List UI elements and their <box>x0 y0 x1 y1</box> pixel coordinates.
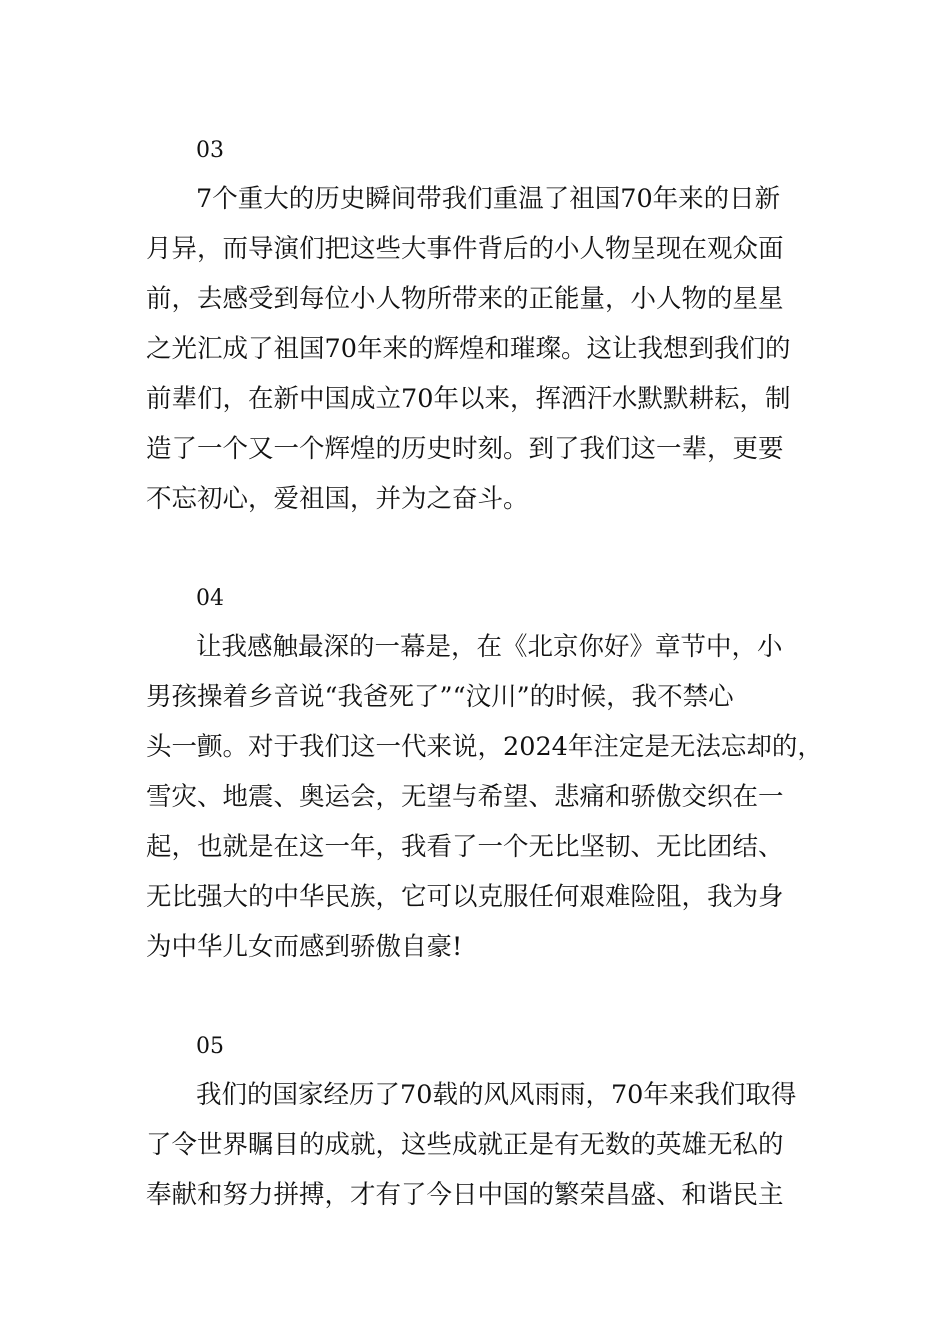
paragraph-line: 让我感触最深的一幕是，在《北京你好》章节中，小 <box>196 632 783 662</box>
paragraph-line: 无比强大的中华民族，它可以克服任何艰难险阻，我为身 <box>146 882 784 912</box>
paragraph-line: 雪灾、地震、奥运会，无望与希望、悲痛和骄傲交织在一 <box>146 782 784 812</box>
paragraph-line: 奉献和努力拼搏，才有了今日中国的繁荣昌盛、和谐民主 <box>146 1180 784 1210</box>
paragraph-line: 前辈们，在新中国成立70年以来，挥洒汗水默默耕耘，制 <box>146 384 791 414</box>
paragraph-line: 不忘初心，爱祖国，并为之奋斗。 <box>146 484 529 514</box>
paragraph-line: 7个重大的历史瞬间带我们重温了祖国70年来的日新 <box>196 184 781 214</box>
paragraph-line: 前，去感受到每位小人物所带来的正能量，小人物的星星 <box>146 284 784 314</box>
section-number: 03 <box>196 138 224 163</box>
paragraph-line: 起，也就是在这一年，我看了一个无比坚韧、无比团结、 <box>146 832 784 862</box>
paragraph-line: 头一颤。对于我们这一代来说，2024年注定是无法忘却的， <box>146 732 823 762</box>
paragraph-line: 了令世界瞩目的成就，这些成就正是有无数的英雄无私的 <box>146 1130 784 1160</box>
paragraph-line: 我们的国家经历了70载的风风雨雨，70年来我们取得 <box>196 1080 797 1110</box>
paragraph-line: 造了一个又一个辉煌的历史时刻。到了我们这一辈，更要 <box>146 434 784 464</box>
paragraph-line: 男孩操着乡音说“我爸死了”“汶川”的时候，我不禁心 <box>146 682 734 712</box>
paragraph-line: 月异，而导演们把这些大事件背后的小人物呈现在观众面 <box>146 234 784 264</box>
section-number: 04 <box>196 586 224 611</box>
section-number: 05 <box>196 1034 224 1059</box>
paragraph-line: 之光汇成了祖国70年来的辉煌和璀璨。这让我想到我们的 <box>146 334 791 364</box>
paragraph-line: 为中华儿女而感到骄傲自豪! <box>146 932 463 962</box>
